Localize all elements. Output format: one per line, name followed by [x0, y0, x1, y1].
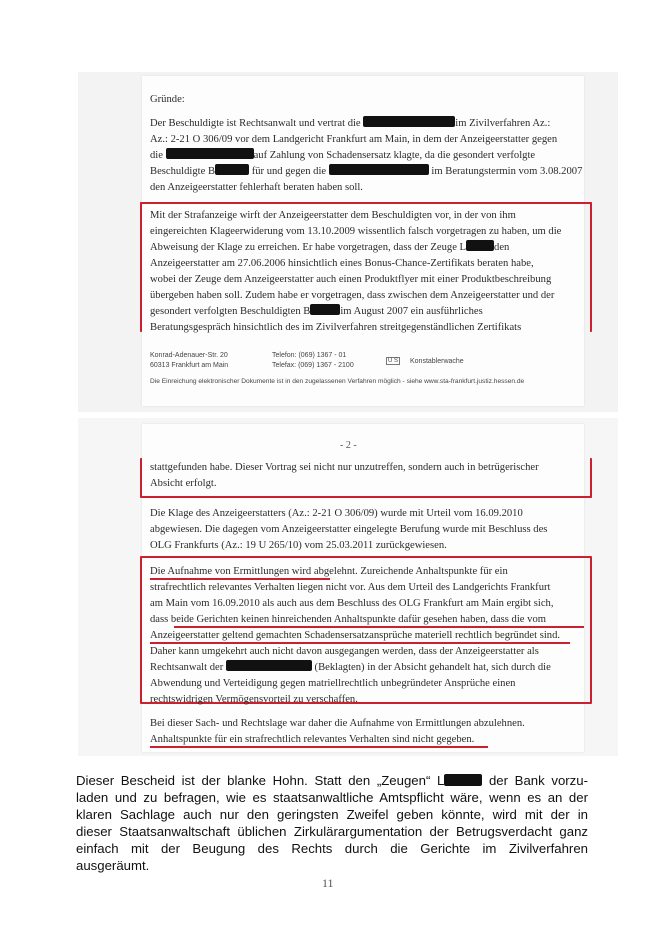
para4-line3: am Main vom 16.09.2010 als auch aus dem Beschluss des OLG Frankfurt am Main ergibt sich,	[150, 598, 554, 609]
footer-fax: Telefax: (069) 1367 - 2100	[272, 362, 354, 369]
para1-line5: den Anzeigeerstatter fehlerhaft beraten haben soll.	[150, 182, 363, 193]
redaction-bar	[215, 164, 249, 175]
scan-page-label: - 2 -	[340, 440, 357, 451]
para5-line2: Anhaltspunkte für ein strafrechtlich relevantes Verhalten sind nicht gegeben.	[150, 734, 475, 745]
footer-address-1: Konrad-Adenauer-Str. 20	[150, 352, 228, 359]
commentary-line: einfach mit der Beugung des Rechts durch die Gerichte im Zivilverfahren	[76, 841, 588, 856]
para2-line8: Beratungsgespräch hinsichtlich des im Zivilverfahren streitgegenständlichen Zertifikats	[150, 322, 522, 333]
redaction-bar	[226, 660, 312, 671]
para1-line3: die auf Zahlung von Schadensersatz klagte, da die gesondert verfolgte	[150, 150, 536, 161]
redaction-bar	[466, 240, 494, 251]
para2-line4: Anzeigeerstatter am 27.06.2006 hinsichtlich eines Bonus-Chance-Zertifikats beraten habe,	[150, 258, 534, 269]
cont-line1: stattgefunden habe. Dieser Vortrag sei nicht nur unzutreffen, sondern auch in betrügerischer	[150, 462, 539, 473]
para4-line5: Anzeigeerstatter geltend gemachten Schadensersatzansprüche materiell rechtlich begründet sind.	[150, 630, 561, 641]
para4-line6: Daher kann umgekehrt auch nicht davon ausgegangen werden, dass der Anzeigeerstatter als	[150, 646, 539, 657]
para2-line5: wobei der Zeuge dem Anzeigeerstatter auch einen Produktflyer mit einer Produktbeschreibung	[150, 274, 552, 285]
commentary-line: klaren Sachlage auch nur den geringsten Zweifel geben könnte, wird mit der in	[76, 807, 588, 822]
para4-line8: Abwendung und Verteidigung gegen matriellrechtlich unbegründeter Ansprüche einen	[150, 678, 516, 689]
para2-line7: gesondert verfolgten Beschuldigten B im August 2007 ein ausführliches	[150, 306, 483, 317]
footer-station: Konstablerwache	[410, 358, 464, 365]
para3-line1: Die Klage des Anzeigeerstatters (Az.: 2-21 O 306/09) wurde mit Urteil vom 16.09.2010	[150, 508, 523, 519]
para1-line1: Der Beschuldigte ist Rechtsanwalt und vertrat die im Zivilverfahren Az.:	[150, 118, 551, 129]
commentary-line: dieser Staatsanwaltschaft üblichen Zirkulärargumentation der Betrugsverdacht ganz	[76, 824, 588, 839]
footer-phone: Telefon: (069) 1367 - 01	[272, 352, 347, 359]
para1-line2: Az.: 2-21 O 306/09 vor dem Landgericht Frankfurt am Main, in dem der Anzeigeerstatter gegen	[150, 134, 558, 145]
para5-line1: Bei dieser Sach- und Rechtslage war daher die Aufnahme von Ermittlungen abzulehnen.	[150, 718, 525, 729]
para4-line7: Rechtsanwalt der (Beklagten) in der Absicht gehandelt hat, sich durch die	[150, 662, 551, 673]
underline-conclusion	[150, 746, 488, 748]
redaction-bar	[310, 304, 340, 315]
para4-line9: rechtswidrigen Vermögensvorteil zu verschaffen.	[150, 694, 358, 705]
para2-line2: eingereichten Klageerwiderung vom 13.10.2009 wissentlich falsch vorgetragen zu haben, um die	[150, 226, 562, 237]
section-heading: Gründe:	[150, 94, 185, 105]
cont-line2: Absicht erfolgt.	[150, 478, 217, 489]
commentary-paragraph	[76, 772, 588, 874]
redaction-bar	[166, 148, 254, 159]
redaction-bar	[444, 774, 482, 786]
para2-line3: Abweisung der Klage zu erreichen. Er habe vorgetragen, dass der Zeuge L den	[150, 242, 510, 253]
para2-line6: übergeben haben soll. Zudem habe er vorgetragen, dass zwischen dem Anzeigeerstatter und der	[150, 290, 555, 301]
commentary-line: laden und zu befragen, wie es staatsanwaltliche Amtspflicht wäre, wenn es an der	[76, 790, 588, 805]
footer-address-2: 60313 Frankfurt am Main	[150, 362, 229, 369]
footer-notice: Die Einreichung elektronischer Dokumente ist in den zugelassenen Verfahren möglich - siehe www.sta-frankfurt.justiz.hessen.de	[150, 378, 525, 385]
para4-line1: Die Aufnahme von Ermittlungen wird abgelehnt. Zureichende Anhaltspunkte für ein	[150, 566, 508, 577]
commentary-line: ausgeräumt.	[76, 858, 150, 873]
para3-line3: OLG Frankfurts (Az.: 19 U 265/10) vom 25.03.2011 zurückgewiesen.	[150, 540, 447, 551]
para4-line2: strafrechtlich relevantes Verhalten liegen nicht vor. Aus dem Urteil des Landgerichts Frankfurt	[150, 582, 551, 593]
redaction-bar	[329, 164, 429, 175]
para2-line1: Mit der Strafanzeige wirft der Anzeigeerstatter dem Beschuldigten vor, in der von ihm	[150, 210, 516, 221]
transit-icon: U S	[388, 358, 399, 364]
commentary-line: Dieser Bescheid ist der blanke Hohn. Statt den „Zeugen“ L der Bank vorzu-	[76, 773, 589, 788]
page-number: 11	[322, 876, 334, 890]
para4-line4: dass beide Gerichten keinen hinreichenden Anhaltspunkte dafür gesehen haben, dass die vom	[150, 614, 546, 625]
redaction-bar	[363, 116, 455, 127]
para3-line2: abgewiesen. Die dagegen vom Anzeigeerstatter eingelegte Berufung wurde mit Beschluss des	[150, 524, 548, 535]
para1-line4: Beschuldigte B für und gegen die im Beratungstermin vom 3.08.2007	[150, 166, 583, 177]
